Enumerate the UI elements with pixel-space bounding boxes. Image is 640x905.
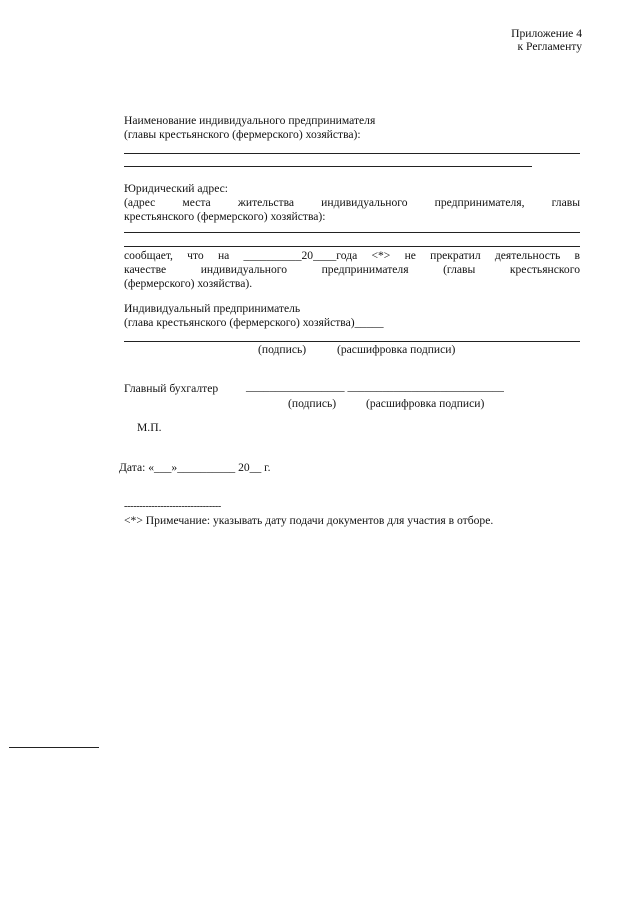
entrepreneur-label-line2: (глава крестьянского (фермерского) хозяйства)_____ (124, 316, 384, 329)
accountant-signature-blank[interactable]: _________________ ___________________________ (246, 380, 504, 393)
accountant-label: Главный бухгалтер (124, 382, 219, 395)
address-title: Юридический адрес: (124, 182, 229, 195)
entrepreneur-signature-line[interactable] (124, 341, 580, 342)
date-field[interactable]: Дата: «___»__________ 20__ г. (119, 461, 271, 474)
name-label-line1: Наименование индивидуального предпринимателя (124, 114, 376, 127)
name-field-line-2[interactable] (124, 166, 532, 167)
footnote-note: <*> Примечание: указывать дату подачи документов для участия в отборе. (124, 514, 494, 527)
stamp-place: М.П. (137, 421, 162, 434)
address-field-line-2[interactable] (124, 246, 580, 247)
appendix-number: Приложение 4 (511, 27, 582, 40)
address-description-line2: крестьянского (фермерского) хозяйства): (124, 210, 326, 223)
name-field-line-1[interactable] (124, 153, 580, 154)
regulation-reference: к Регламенту (517, 40, 582, 53)
address-field-line-1[interactable] (124, 232, 580, 233)
footnote-separator: -------------------------------- (124, 501, 221, 512)
page-edge-line (9, 747, 99, 748)
address-description-line1: (адрес места жительства индивидуального предпринимателя, главы (124, 196, 580, 209)
accountant-signature-caption: (подпись) (288, 397, 337, 410)
statement-line2: качестве индивидуального предпринимателя (главы крестьянского (124, 263, 580, 276)
accountant-decode-caption: (расшифровка подписи) (366, 397, 485, 410)
statement-line1: сообщает, что на __________20____года <*> не прекратил деятельность в (124, 249, 580, 262)
entrepreneur-signature-caption: (подпись) (258, 343, 307, 356)
entrepreneur-decode-caption: (расшифровка подписи) (337, 343, 456, 356)
name-label-line2: (главы крестьянского (фермерского) хозяйства): (124, 128, 361, 141)
entrepreneur-label-line1: Индивидуальный предприниматель (124, 302, 301, 315)
statement-line3: (фермерского) хозяйства). (124, 277, 253, 290)
